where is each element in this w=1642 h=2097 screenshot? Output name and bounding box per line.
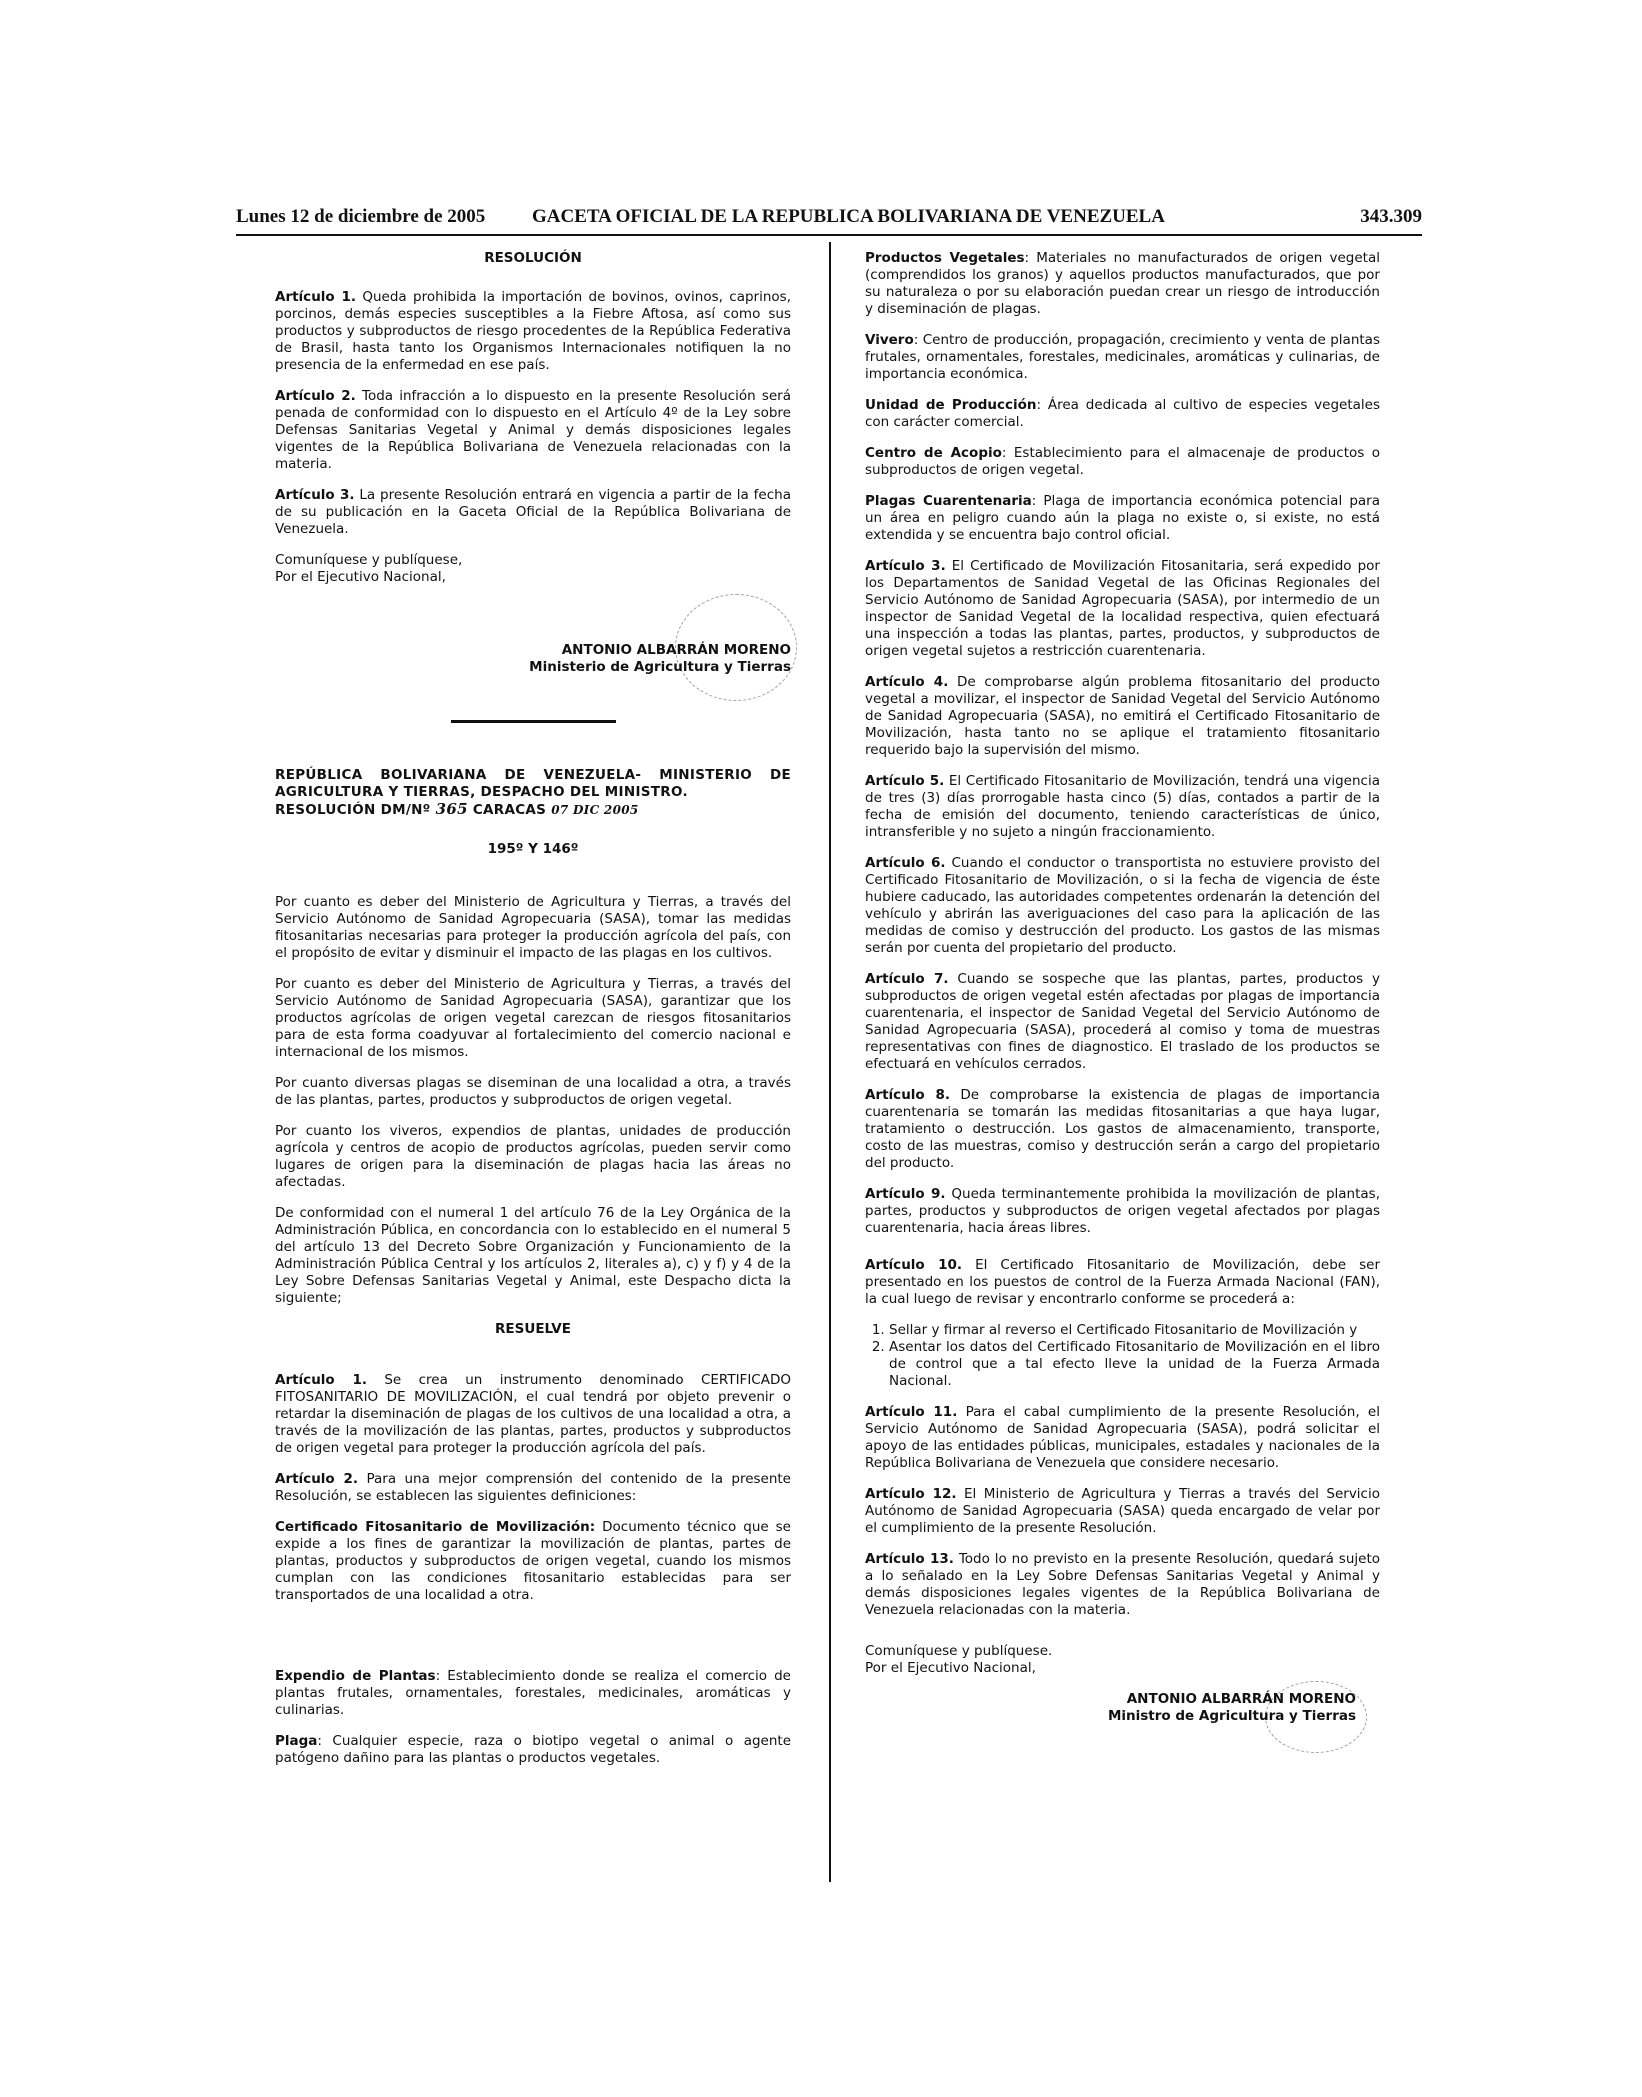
article-text: De comprobarse algún problema fitosanitario del producto vegetal a movilizar, el inspector de Sanidad Vegetal del Servicio Autónomo de Sanidad Agropecuaria (SASA), no emitirá el Certificado Fitosanitario de Movilización, hasta tanto no se aplique el tratamiento fitosanitario requerido bajo la supervisión del mismo. bbox=[865, 674, 1380, 758]
signature-block bbox=[865, 1677, 1380, 1757]
resolution-heading: REPÚBLICA BOLIVARIANA DE VENEZUELA- MINISTERIO DE AGRICULTURA Y TIERRAS, DESPACHO DEL MINISTRO. bbox=[275, 767, 791, 800]
closing-publish: Comuníquese y publíquese. bbox=[865, 1643, 1053, 1659]
article-8 bbox=[865, 1087, 1380, 1172]
whereas-2: Por cuanto es deber del Ministerio de Agricultura y Tierras, a través del Servicio Autónomo de Sanidad Agropecuaria (SASA), garantizar que los productos agrícolas de origen vegetal carezcan de riesgos fitosanitarios para de esta forma coadyuvar al fortalecimiento del comercio nacional e internacional de los mismos. bbox=[275, 976, 791, 1060]
article-7 bbox=[865, 971, 1380, 1073]
resuelve-heading: RESUELVE bbox=[495, 1321, 571, 1337]
resolution-title: RESOLUCIÓN bbox=[484, 250, 582, 266]
article-label: Artículo 10. bbox=[865, 1257, 963, 1273]
article-text: Cuando se sospeche que las plantas, partes, productos y subproductos de origen vegetal estén afectadas por plagas de importancia cuarentenaria, el inspector de Sanidad Vegetal del Servicio Autónomo de Sanidad Agropecuaria (SASA), procederá al comiso y toma de muestras representativas con fines de diagnostico. El traslado de los productos se efectuará en vehículos cerrados. bbox=[865, 971, 1380, 1072]
article-text: Para el cabal cumplimiento de la presente Resolución, el Servicio Autónomo de Sanidad Agropecuaria (SASA), podrá solicitar el apoyo de las entidades públicas, municipales, estadales y nacionales de la República Bolivariana de Venezuela que considere necesario. bbox=[865, 1404, 1380, 1471]
article-1 bbox=[275, 289, 791, 374]
article-11 bbox=[865, 1404, 1380, 1472]
definition-term: Centro de Acopio bbox=[865, 445, 1002, 461]
article-text: Todo lo no previsto en la presente Resolución, quedará sujeto a lo señalado en la Ley Sobre Defensas Sanitarias Vegetal y Animal y demás disposiciones legales vigentes de la República Bolivariana de Venezuela relacionadas con la materia. bbox=[865, 1551, 1380, 1618]
resolution-city: CARACAS bbox=[472, 802, 547, 818]
article-3 bbox=[865, 558, 1380, 660]
article-10 bbox=[865, 1257, 1380, 1308]
article-9 bbox=[865, 1186, 1380, 1237]
page-number: 343.309 bbox=[1360, 206, 1422, 227]
resolution-number-line bbox=[275, 801, 791, 819]
definition-text: : Establecimiento donde se realiza el comercio de plantas frutales, ornamentales, forestales, medicinales, aromáticas y culinarias. bbox=[275, 1668, 791, 1718]
article-text: Se crea un instrumento denominado CERTIFICADO FITOSANITARIO DE MOVILIZACIÓN, el cual tendrá por objeto prevenir o retardar la diseminación de plagas de los cultivos de una localidad a otra, a través de la movilización de las plantas, partes, productos y subproductos de origen vegetal para proteger la producción agrícola del país. bbox=[275, 1372, 791, 1456]
article-label: Artículo 2. bbox=[275, 388, 356, 404]
article-label: Artículo 9. bbox=[865, 1186, 946, 1202]
article-text: De comprobarse la existencia de plagas de importancia cuarentenaria se tomarán las medidas fitosanitarias a que haya lugar, tratamiento o destrucción. Los gastos de almacenamiento, transporte, costo de las muestras, comiso y destrucción serán a cargo del propietario del producto. bbox=[865, 1087, 1380, 1171]
article-label: Artículo 13. bbox=[865, 1551, 954, 1567]
column-divider bbox=[829, 242, 831, 1882]
article-12 bbox=[865, 1486, 1380, 1537]
article-label: Artículo 6. bbox=[865, 855, 946, 871]
definition-centro-acopio bbox=[865, 445, 1380, 479]
definition-unidad-produccion bbox=[865, 397, 1380, 431]
article-text: La presente Resolución entrará en vigencia a partir de la fecha de su publicación en la Gaceta Oficial de la República Bolivariana de Venezuela. bbox=[275, 487, 791, 537]
resolution-number: 365 bbox=[435, 800, 468, 818]
article-4 bbox=[865, 674, 1380, 759]
article-label: Artículo 12. bbox=[865, 1486, 957, 1502]
definition-text: : Cualquier especie, raza o biotipo vegetal o animal o agente patógeno dañino para las plantas o productos vegetales. bbox=[275, 1733, 791, 1766]
article-text: Cuando el conductor o transportista no estuviere provisto del Certificado Fitosanitario de Movilización, o si la fecha de vigencia de éste hubiere caducado, las autoridades competentes ordenarán la detención del vehículo y abrirán las averiguaciones del caso para la aplicación de las medidas de comiso y destrucción del producto. Los gastos de las mismas serán por cuenta del propietario del producto. bbox=[865, 855, 1380, 956]
article-text: El Certificado Fitosanitario de Movilización, tendrá una vigencia de tres (3) días prorrogable hasta cinco (5) días, contados a partir de la fecha de emisión del documento, teniendo características de único, intransferible y no sujeto a ningún fraccionamiento. bbox=[865, 773, 1380, 840]
issue-date: Lunes 12 de diciembre de 2005 bbox=[236, 206, 486, 227]
article-1 bbox=[275, 1372, 791, 1457]
left-column bbox=[275, 250, 791, 1767]
definition-term: Unidad de Producción bbox=[865, 397, 1037, 413]
article-6 bbox=[865, 855, 1380, 957]
signatory-name: ANTONIO ALBARRÁN MORENO bbox=[561, 642, 791, 658]
resolution-years: 195º Y 146º bbox=[487, 841, 579, 857]
definition-expendio bbox=[275, 1668, 791, 1719]
definition-certificado bbox=[275, 1519, 791, 1604]
definition-term: Certificado Fitosanitario de Movilización: bbox=[275, 1519, 596, 1535]
article-text: El Ministerio de Agricultura y Tierras a través del Servicio Autónomo de Sanidad Agropecuaria (SASA) queda encargado de velar por el cumplimiento de la presente Resolución. bbox=[865, 1486, 1380, 1536]
article-label: Artículo 3. bbox=[275, 487, 355, 503]
definition-term: Plaga bbox=[275, 1733, 318, 1749]
closing-executive: Por el Ejecutivo Nacional, bbox=[865, 1660, 1036, 1676]
list-item: 1. Sellar y firmar al reverso el Certificado Fitosanitario de Movilización y bbox=[889, 1322, 1380, 1339]
definition-term: Expendio de Plantas bbox=[275, 1668, 436, 1684]
signature-block bbox=[275, 586, 791, 706]
article-13 bbox=[865, 1551, 1380, 1619]
closing-publish: Comuníquese y publíquese, bbox=[275, 552, 463, 568]
article-text: Para una mejor comprensión del contenido de la presente Resolución, se establecen las siguientes definiciones: bbox=[275, 1471, 791, 1504]
definition-text: : Materiales no manufacturados de origen vegetal (comprendidos los granos) y aquellos productos manufacturados, que por su naturaleza o por su elaboración puedan crear un riesgo de introducción y diseminación de plagas. bbox=[865, 250, 1381, 317]
whereas-3: Por cuanto diversas plagas se diseminan de una localidad a otra, a través de las plantas, partes, productos y subproductos de origen vegetal. bbox=[275, 1075, 791, 1108]
definition-text: : Centro de producción, propagación, crecimiento y venta de plantas frutales, ornamentales, forestales, medicinales, aromáticas y culinarias, de importancia económica. bbox=[865, 332, 1380, 382]
definition-text: : Establecimiento para el almacenaje de productos o subproductos de origen vegetal. bbox=[865, 445, 1381, 478]
right-column bbox=[865, 250, 1380, 1757]
article-text: El Certificado Fitosanitario de Movilización, debe ser presentado en los puestos de control de la Fuerza Armada Nacional (FAN), la cual luego de revisar y encontrarlo conforme se procederá a: bbox=[865, 1257, 1380, 1307]
closing-executive: Por el Ejecutivo Nacional, bbox=[275, 569, 446, 585]
definition-term: Vivero bbox=[865, 332, 914, 348]
signatory-role: Ministro de Agricultura y Tierras bbox=[1107, 1708, 1356, 1724]
article-10-list bbox=[865, 1322, 1380, 1390]
gazette-header bbox=[236, 206, 1422, 236]
article-text: Queda prohibida la importación de bovinos, ovinos, caprinos, porcinos, demás especies susceptibles a la Fiebre Aftosa, así como sus productos y subproductos de riesgo procedentes de la República Federativa de Brasil, hasta tanto los Organismos Internacionales notifiquen la no presencia de la enfermedad en ese país. bbox=[275, 289, 791, 373]
definition-vivero bbox=[865, 332, 1380, 383]
definition-term: Productos Vegetales bbox=[865, 250, 1025, 266]
article-text: Toda infracción a lo dispuesto en la presente Resolución será penada de conformidad con lo dispuesto en el Artículo 4º de la Ley sobre Defensas Sanitarias Vegetal y Animal y demás disposiciones legales vigentes de la República Bolivariana de Venezuela relacionadas con la materia. bbox=[275, 388, 791, 472]
legal-basis: De conformidad con el numeral 1 del artículo 76 de la Ley Orgánica de la Administración Pública, en concordancia con lo establecido en el numeral 5 del artículo 13 del Decreto Sobre Organización y Funcionamiento de la Administración Pública Central y los artículos 2, literales a), c) y f) y 4 de la Ley Sobre Defensas Sanitarias Vegetal y Animal, este Despacho dicta la siguiente; bbox=[275, 1205, 791, 1306]
article-label: Artículo 11. bbox=[865, 1404, 958, 1420]
signatory-name: ANTONIO ALBARRÁN MORENO bbox=[1126, 1691, 1356, 1707]
definition-text: Documento técnico que se expide a los fines de garantizar la movilización de plantas, partes de plantas, productos y subproductos de origen vegetal, cuando los mismos cumplan con las condiciones fitosanitario establecidas para ser transportados de una localidad a otra. bbox=[275, 1519, 791, 1603]
article-label: Artículo 2. bbox=[275, 1471, 359, 1487]
gazette-title: GACETA OFICIAL DE LA REPUBLICA BOLIVARIANA DE VENEZUELA bbox=[532, 206, 1165, 227]
signatory-role: Ministerio de Agricultura y Tierras bbox=[529, 659, 791, 675]
definition-text: : Área dedicada al cultivo de especies vegetales con carácter comercial. bbox=[865, 397, 1380, 430]
article-2 bbox=[275, 388, 791, 473]
whereas-1: Por cuanto es deber del Ministerio de Agricultura y Tierras, a través del Servicio Autónomo de Sanidad Agropecuaria (SASA), tomar las medidas fitosanitarias necesarias para proteger la producción agrícola del país, con el propósito de evitar y disminuir el impacto de las plagas en los cultivos. bbox=[275, 894, 791, 961]
article-5 bbox=[865, 773, 1380, 841]
article-text: El Certificado de Movilización Fitosanitaria, será expedido por los Departamentos de Sanidad Vegetal de las Oficinas Regionales del Servicio Autónomo de Sanidad Agropecuaria (SASA), por intermedio de un inspector de Sanidad Vegetal de la localidad respectiva, quien efectuará una inspección a todas las plantas, partes, productos, y subproductos de origen vegetal sujetos a restricción cuarentenaria. bbox=[865, 558, 1380, 659]
article-3 bbox=[275, 487, 791, 538]
article-2 bbox=[275, 1471, 791, 1505]
resolution-number-label: RESOLUCIÓN DM/Nº bbox=[275, 802, 431, 818]
article-label: Artículo 3. bbox=[865, 558, 946, 574]
definition-productos-vegetales bbox=[865, 250, 1380, 318]
definition-term: Plagas Cuarentenaria bbox=[865, 493, 1032, 509]
article-label: Artículo 5. bbox=[865, 773, 945, 789]
definition-text: : Plaga de importancia económica potencial para un área en peligro cuando aún la plaga no existe o, si existe, no está extendida y se encuentra bajo control oficial. bbox=[865, 493, 1380, 543]
list-item: 2. Asentar los datos del Certificado Fitosanitario de Movilización en el libro de control que a tal efecto lleve la unidad de la Fuerza Armada Nacional. bbox=[889, 1339, 1380, 1390]
resolution-date-stamp: 07 DIC 2005 bbox=[551, 803, 639, 817]
definition-plagas-cuarentenaria bbox=[865, 493, 1380, 544]
article-text: Queda terminantemente prohibida la movilización de plantas, partes, productos y subproductos de origen vegetal afectados por plagas cuarentenaria, hacia áreas libres. bbox=[865, 1186, 1380, 1236]
article-label: Artículo 1. bbox=[275, 1372, 367, 1388]
whereas-4: Por cuanto los viveros, expendios de plantas, unidades de producción agrícola y centros de acopio de productos agrícolas, pueden servir como lugares de origen para la diseminación de plagas hacia las áreas no afectadas. bbox=[275, 1123, 791, 1190]
definition-plaga bbox=[275, 1733, 791, 1767]
article-label: Artículo 4. bbox=[865, 674, 949, 690]
article-label: Artículo 8. bbox=[865, 1087, 951, 1103]
article-label: Artículo 7. bbox=[865, 971, 949, 987]
article-label: Artículo 1. bbox=[275, 289, 356, 305]
